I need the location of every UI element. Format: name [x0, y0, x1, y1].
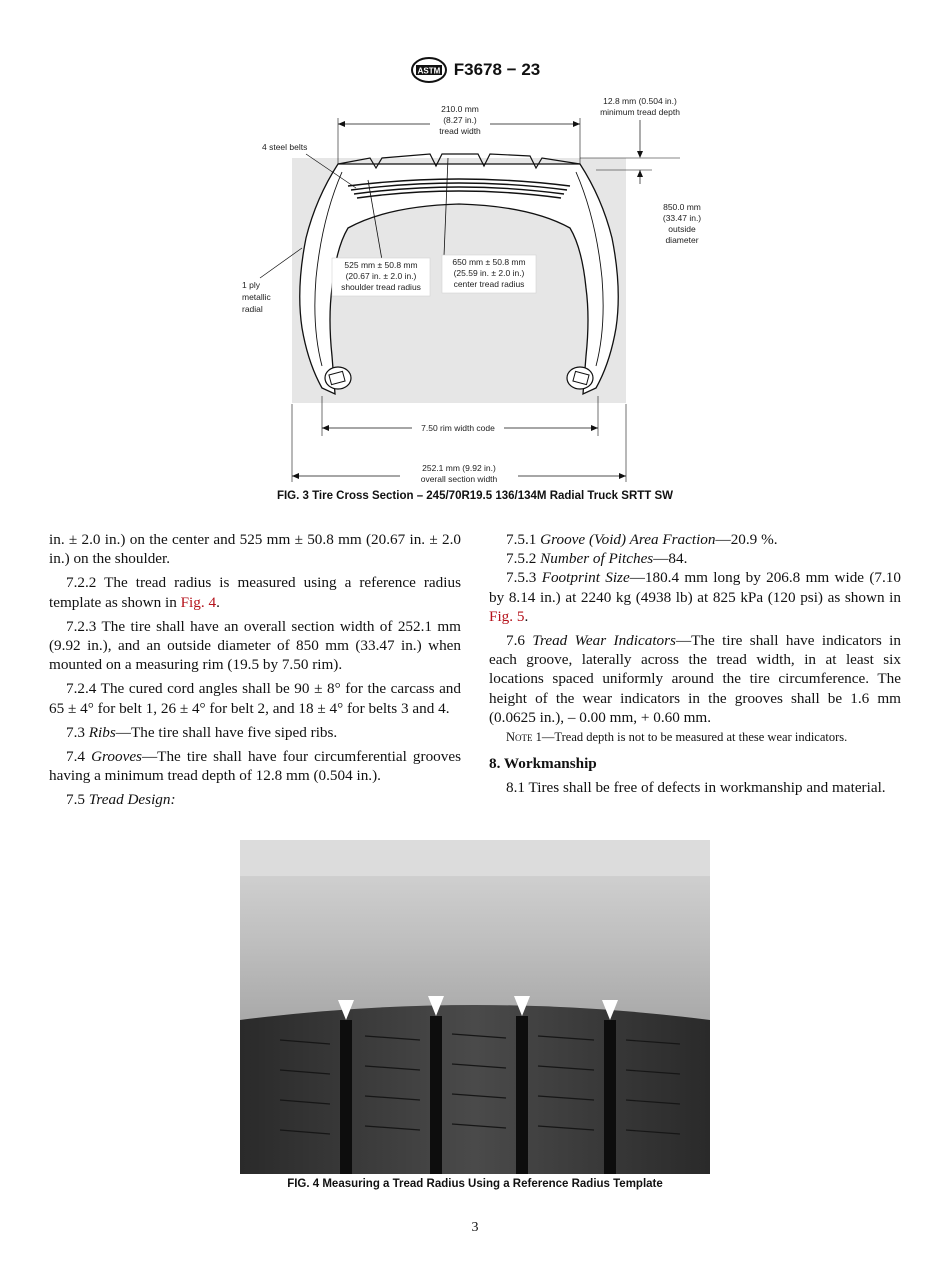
photo-background-wall	[240, 840, 710, 876]
paragraph-7-2-3: 7.2.3 The tire shall have an overall section width of 252.1 mm (9.92 in.), and an outside diameter of 850 mm (33.47 in.) when mounted on a measuring rim (19.5 by 7.50 rim).	[49, 617, 461, 674]
note-1: Note 1—Tread depth is not to be measured at these wear indicators.	[506, 730, 848, 745]
figure-4-caption: FIG. 4 Measuring a Tread Radius Using a Reference Radius Template	[287, 1178, 663, 1190]
paragraph-8-1: 8.1 Tires shall be free of defects in workmanship and material.	[506, 779, 886, 797]
svg-text:(25.59 in. ± 2.0 in.): (25.59 in. ± 2.0 in.)	[453, 268, 525, 278]
svg-text:minimum tread depth: minimum tread depth	[600, 107, 680, 117]
svg-text:radial: radial	[242, 304, 263, 314]
svg-text:tread width: tread width	[439, 126, 481, 136]
svg-text:overall section width: overall section width	[420, 474, 498, 484]
label-center-radius: 650 mm ± 50.8 mm	[452, 257, 526, 267]
svg-text:diameter: diameter	[665, 235, 699, 245]
svg-text:center tread radius: center tread radius	[453, 279, 525, 289]
label-min-tread-depth: 12.8 mm (0.504 in.)	[603, 96, 677, 106]
paragraph-7-6: 7.6 Tread Wear Indicators—The tire shall have indicators in each groove, laterally across the tread width, in at least six locations spaced uniformly around the tire circumference. The height of the wear indicators in the grooves shall be 1.6 mm (0.0625 in.), – 0.00 mm, + 0.60 mm.	[489, 632, 901, 726]
page-number: 3	[471, 1220, 479, 1235]
page-header	[0, 56, 950, 89]
fig-4-link[interactable]: Fig. 4	[180, 593, 217, 611]
tire-tread-icon	[240, 1005, 710, 1174]
paragraph-7-2-2: 7.2.2 The tread radius is measured using a reference radius template as shown in Fig. 4.	[49, 574, 461, 611]
paragraph-7-5-2: 7.5.2 Number of Pitches—84.	[506, 550, 688, 568]
paragraph-7-2-4: 7.2.4 The cured cord angles shall be 90 ± 8° for the carcass and 65 ± 4° for belt 1, 26 ± 4° for belt 2, and 18 ± 4° for belts 3 and 4.	[49, 680, 461, 717]
astm-logo-icon	[410, 56, 448, 84]
fig-5-link[interactable]: Fig. 5	[489, 607, 525, 625]
label-section-width: 252.1 mm (9.92 in.)	[422, 463, 496, 473]
paragraph-7-5-1: 7.5.1 Groove (Void) Area Fraction—20.9 %.	[506, 531, 778, 548]
svg-text:ASTM: ASTM	[417, 66, 441, 76]
svg-text:(20.67 in. ± 2.0 in.): (20.67 in. ± 2.0 in.)	[345, 271, 417, 281]
radius-template-icon	[240, 876, 710, 1020]
figure-3-caption: FIG. 3 Tire Cross Section – 245/70R19.5 136/134M Radial Truck SRTT SW	[276, 490, 674, 502]
paragraph-7-5-3: 7.5.3 Footprint Size—180.4 mm long by 206.8 mm wide (7.10 by 8.14 in.) at 2240 kg (4938 lb) at 825 kPa (120 psi) as shown in Fig. 5.	[489, 569, 901, 625]
figure-4-tread-photo	[240, 840, 710, 1174]
label-tread-width: 210.0 mm	[441, 104, 479, 114]
document-id: F3678 − 23	[453, 60, 541, 79]
section-heading-workmanship: 8. Workmanship	[489, 755, 597, 773]
label-steel-belts: 4 steel belts	[262, 142, 308, 152]
svg-text:metallic: metallic	[242, 292, 271, 302]
left-column	[49, 530, 461, 815]
paragraph-7-5: 7.5 Tread Design:	[66, 791, 176, 809]
svg-text:(33.47 in.): (33.47 in.)	[662, 213, 702, 223]
label-shoulder-radius: 525 mm ± 50.8 mm	[344, 260, 418, 270]
svg-text:(8.27 in.): (8.27 in.)	[443, 115, 477, 125]
label-rim-width: 7.50 rim width code	[421, 423, 495, 433]
figure-3-tire-cross-section	[230, 88, 720, 488]
svg-text:outside: outside	[668, 224, 696, 234]
paragraph-7-3: 7.3 Ribs—The tire shall have five siped ribs.	[66, 723, 338, 741]
svg-text:shoulder tread radius: shoulder tread radius	[341, 282, 421, 292]
label-outside-diameter: 850.0 mm	[663, 202, 701, 212]
paragraph-7-4: 7.4 Grooves—The tire shall have four circumferential grooves having a minimum tread depth of 12.8 mm (0.504 in.).	[49, 748, 461, 785]
right-column	[489, 530, 901, 802]
label-ply: 1 ply	[242, 280, 260, 290]
paragraph: in. ± 2.0 in.) on the center and 525 mm ± 50.8 mm (20.67 in. ± 2.0 in.) on the shoulder.	[49, 531, 461, 568]
